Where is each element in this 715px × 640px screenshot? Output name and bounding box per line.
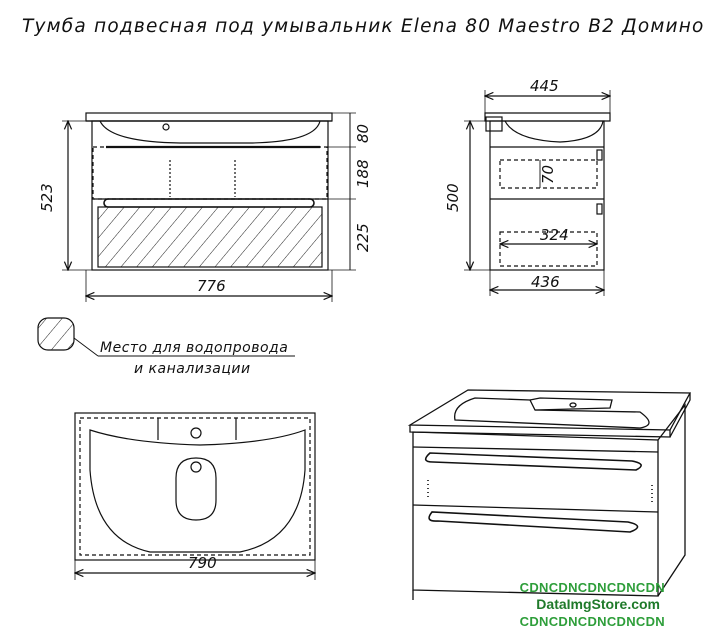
front-basin (100, 121, 320, 143)
front-view (62, 113, 356, 302)
side-wall-mount (486, 117, 502, 131)
front-plumbing-area (98, 207, 322, 267)
dim-plan-width: 790 (188, 554, 217, 572)
front-drawer-upper (93, 147, 327, 199)
iso-tap-hole (570, 403, 576, 407)
side-countertop (485, 113, 610, 121)
iso-handle-upper (426, 453, 641, 470)
front-handle-lower (104, 199, 314, 207)
side-view (464, 90, 610, 296)
plan-tap-hole (191, 428, 201, 438)
watermark-line-3: CDNCDNCDNCDNCDN (519, 614, 665, 629)
dim-front-drawer-lower: 225 (354, 223, 372, 252)
legend-hatch-swatch (38, 318, 74, 350)
dim-front-width: 776 (197, 277, 226, 295)
plan-basin (90, 430, 305, 552)
dim-front-height: 523 (38, 183, 56, 212)
iso-handle-lower (429, 512, 637, 532)
isometric-view (410, 390, 690, 600)
dim-side-drawer-depth: 324 (540, 226, 569, 244)
dim-front-drawer-upper: 188 (354, 159, 372, 188)
dim-side-bottom-depth: 436 (531, 273, 560, 291)
dim-side-drawer-gap: 70 (539, 164, 557, 184)
legend-leader (74, 338, 98, 356)
plan-drain-area (176, 458, 216, 520)
dim-front-top: 80 (354, 123, 372, 143)
plan-drain-hole (191, 462, 201, 472)
watermark-line-1: CDNCDNCDNCDNCDN (519, 580, 665, 595)
dim-side-top-depth: 445 (530, 77, 559, 95)
legend-line-2: и канализации (134, 361, 251, 377)
watermark-line-2: DataImgStore.com (536, 596, 660, 612)
side-basin (505, 121, 603, 142)
iso-basin (455, 398, 649, 428)
front-tap-hole (163, 124, 169, 130)
side-cabinet-body (490, 121, 604, 270)
front-countertop (86, 113, 332, 121)
legend-line-1: Место для водопровода (100, 340, 289, 356)
drawing-title: Тумба подвесная под умывальник Elena 80 Maestro B2 Домино (22, 16, 705, 37)
dim-side-height: 500 (444, 183, 462, 212)
